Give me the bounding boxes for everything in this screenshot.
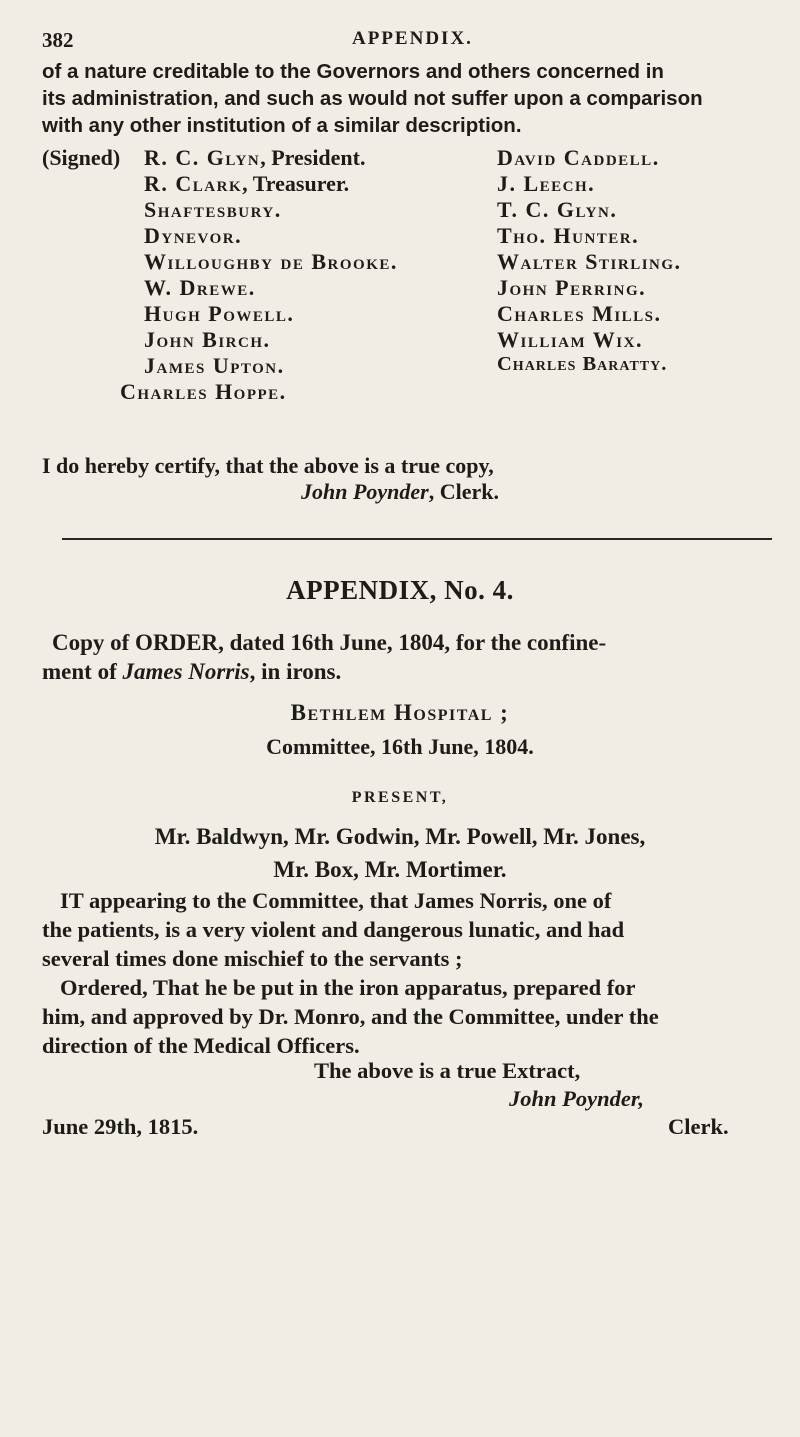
signatory-left: Charles Hoppe. — [120, 379, 287, 404]
extract-note: The above is a true Extract, — [314, 1058, 581, 1083]
signatory-right: Tho. Hunter. — [497, 223, 640, 248]
intro-line: with any other institution of a similar description. — [42, 114, 522, 137]
running-title: APPENDIX. — [352, 28, 473, 49]
members-present — [0, 820, 800, 886]
clerk-role: , Clerk. — [428, 479, 499, 504]
signatory-left: John Birch. — [144, 327, 271, 352]
signature-role: Clerk. — [668, 1114, 729, 1139]
signatory-left: Dynevor. — [144, 223, 243, 248]
signature-name: John Poynder, — [509, 1086, 645, 1111]
certification-signature — [0, 479, 800, 505]
members-line: Mr. Baldwyn, Mr. Godwin, Mr. Powell, Mr. Jones, — [154, 824, 646, 849]
body-line: the patients, is a very violent and dangerous lunatic, and had — [42, 917, 625, 942]
appendix-title: APPENDIX, No. 4. — [286, 575, 514, 605]
signatory-left: Shaftesbury. — [144, 197, 282, 222]
intro-line: its administration, and such as would not suffer upon a comparison — [42, 87, 703, 110]
signatory-left: R. Clark, Treasurer. — [144, 171, 350, 196]
signatory-right: Charles Mills. — [497, 301, 662, 326]
clerk-name: John Poynder — [300, 479, 429, 504]
page-header — [42, 28, 760, 58]
signatory-right: J. Leech. — [497, 171, 596, 196]
signatory-right: John Perring. — [497, 275, 647, 300]
page-number: 382 — [42, 28, 74, 52]
present-label: PRESENT, — [351, 789, 449, 806]
signed-label: (Signed) — [42, 145, 121, 170]
signatory-left: W. Drewe. — [144, 275, 256, 300]
body-line: him, and approved by Dr. Monro, and the Committee, under the — [42, 1004, 659, 1029]
signatory-right: William Wix. — [497, 327, 643, 352]
certification-line: I do hereby certify, that the above is a true copy, — [42, 453, 494, 478]
signatory-right: Walter Stirling. — [497, 249, 682, 274]
caption-line: ment of James Norris, in irons. — [42, 659, 342, 684]
intro-line: of a nature creditable to the Governors and others concerned in — [42, 60, 664, 83]
order-caption — [42, 628, 770, 686]
signatory-right: T. C. Glyn. — [497, 197, 618, 222]
members-line: Mr. Box, Mr. Mortimer. — [273, 857, 507, 882]
body-line: Ordered, That he be put in the iron apparatus, prepared for — [60, 975, 636, 1000]
body-line: several times done mischief to the servants ; — [42, 946, 463, 971]
signatory-left: James Upton. — [144, 353, 285, 378]
signatory-left: R. C. Glyn, President. — [144, 145, 366, 170]
body-line: IT appearing to the Committee, that James Norris, one of — [60, 888, 612, 913]
intro-paragraph — [42, 58, 770, 139]
signatory-right: David Caddell. — [497, 145, 660, 170]
signatory-right: Charles Baratty. — [497, 353, 668, 375]
caption-line: Copy of ORDER, dated 16th June, 1804, for the confine- — [52, 630, 607, 655]
signatory-left: Hugh Powell. — [144, 301, 295, 326]
signatory-left: Willoughby de Brooke. — [144, 249, 398, 274]
patient-name: James Norris — [122, 659, 250, 684]
order-body — [42, 886, 770, 1060]
extract-date: June 29th, 1815. — [42, 1114, 199, 1139]
section-divider — [62, 538, 772, 540]
committee-date: Committee, 16th June, 1804. — [266, 734, 534, 759]
body-line: direction of the Medical Officers. — [42, 1033, 360, 1058]
hospital-heading: Bethlem Hospital ; — [290, 700, 510, 725]
